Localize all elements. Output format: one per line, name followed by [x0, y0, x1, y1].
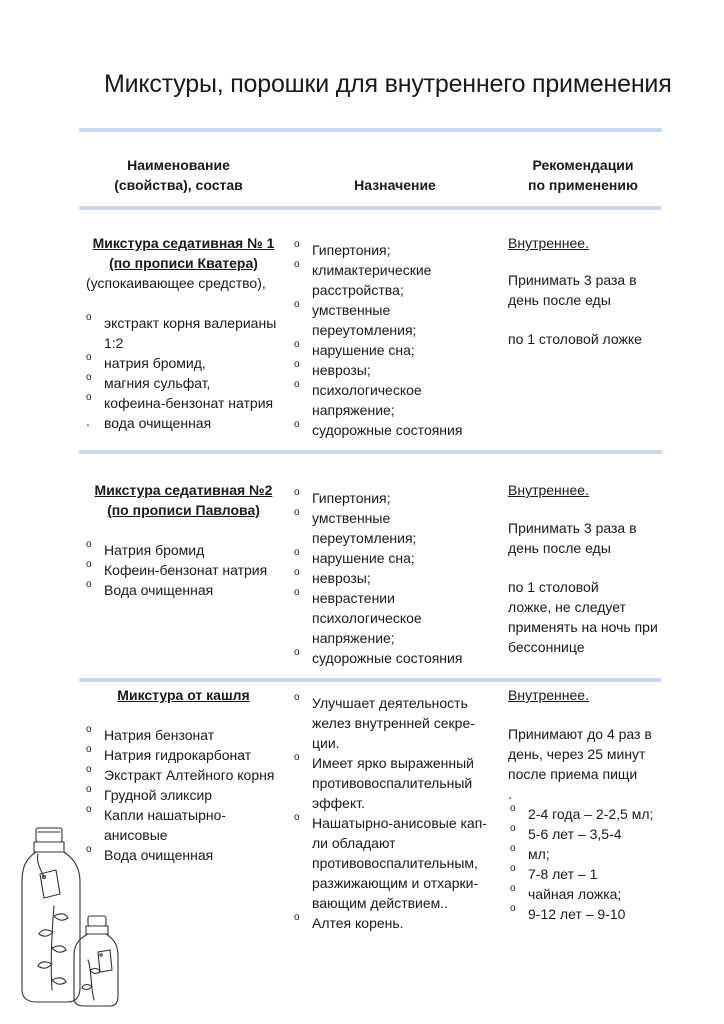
list-item: . вода очищенная	[86, 413, 281, 433]
list-item: o Натрия бромид	[86, 540, 281, 560]
row2-ingredients	[86, 540, 281, 600]
row1-rec-line: день после еды	[508, 292, 611, 308]
list-item: o 5-6 лет – 3,5-4	[510, 824, 673, 844]
list-item: o Имеет ярко выраженный противовоспалительный эффект.	[294, 753, 487, 813]
row3-rec-line: Принимают до 4 раз в	[508, 726, 652, 742]
list-item: o мл;	[510, 844, 673, 864]
header-bottom-rule	[79, 206, 662, 210]
row2-rec-line: день после еды	[508, 540, 611, 556]
list-item: o кофеина-бензонат натрия	[86, 393, 281, 413]
row2-rec-line: применять на ночь при	[508, 619, 658, 635]
row3-rec-line: после приема пищи	[508, 766, 638, 782]
row1-route: Внутреннее.	[508, 235, 589, 251]
list-item: o магния сульфат,	[86, 373, 281, 393]
row3-doses	[510, 804, 673, 924]
list-item: o неврозы;	[294, 568, 484, 588]
list-item: o экстракт корня валерианы 1:2	[86, 313, 281, 353]
list-item: o Грудной эликсир	[86, 785, 281, 805]
list-item: o Алтея корень.	[294, 913, 484, 933]
row1-subtitle: (успокаивающее средство),	[86, 275, 266, 291]
row2-purpose	[294, 488, 484, 668]
row3-rec-line: день, через 25 минут	[508, 746, 646, 762]
row2-divider	[79, 678, 662, 682]
row2-route: Внутреннее.	[508, 482, 589, 498]
row3-route: Внутреннее.	[508, 687, 589, 703]
list-item: o чайная ложка;	[510, 884, 673, 904]
row1-ingredients	[86, 313, 281, 433]
row2-name-line1: Микстура седативная №2	[94, 482, 273, 498]
list-item: o Гипертония;	[294, 488, 484, 508]
list-item: o Натрия бензонат	[86, 725, 281, 745]
list-item: o психологическое напряжение;	[294, 380, 484, 420]
row1-purpose-cell	[294, 240, 484, 440]
list-item: o неврозы;	[294, 360, 484, 380]
row2-name-line2: (по прописи Павлова)	[107, 502, 260, 518]
list-item: o 7-8 лет – 1	[510, 864, 673, 884]
row1-rec-line: по 1 столовой ложке	[508, 331, 642, 347]
list-item: o нарушение сна;	[294, 340, 484, 360]
list-item: o Улучшает деятельность желез внутренней секре-ции.	[294, 693, 484, 753]
list-item: o 2-4 года – 2-2,5 мл;	[510, 804, 673, 824]
list-item: o неврастении психологическое напряжение;	[294, 588, 442, 648]
list-item: o судорожные состояния	[294, 420, 484, 440]
header-name: Наименование (свойства), состав	[114, 157, 243, 193]
header-top-rule	[79, 128, 662, 132]
row2-rec-line: по 1 столовой	[508, 579, 599, 595]
row3-rec-line: .	[508, 786, 512, 802]
bottles-illustration	[14, 820, 134, 1010]
list-item: o Вода очищенная	[86, 580, 281, 600]
list-item: o умственные переутомления;	[294, 300, 484, 340]
row2-rec-cell	[508, 480, 673, 657]
list-item: o Нашатырно-анисовые кап-ли обладают противовоспалительным, разжижающим и отхарки-вающим действием..	[294, 813, 487, 913]
row2-name-cell	[86, 480, 281, 600]
list-item: o умственные переутомления;	[294, 508, 484, 548]
list-item: o нарушение сна;	[294, 548, 484, 568]
row1-divider	[79, 450, 662, 454]
row2-purpose-cell	[294, 488, 484, 668]
row2-rec-line: ложке, не следует	[508, 599, 626, 615]
header-recommendations: Рекомендации по применению	[528, 157, 638, 193]
list-item: o судорожные состояния	[294, 648, 484, 668]
list-item: o натрия бромид,	[86, 353, 281, 373]
list-item: o климактерические расстройства;	[294, 260, 484, 300]
row3-name-line1: Микстура от кашля	[117, 687, 250, 703]
row1-rec-cell	[508, 233, 668, 349]
row2-rec-line: бессоннице	[508, 639, 585, 655]
row1-name-line2: (по прописи Кватера)	[109, 255, 258, 271]
row1-name-cell	[86, 233, 281, 433]
row1-rec-line: Принимать 3 раза в	[508, 272, 637, 288]
row3-purpose-cell	[294, 693, 487, 933]
row1-purpose	[294, 240, 484, 440]
list-item: o Вода очищенная	[86, 845, 281, 865]
row2-rec-line: Принимать 3 раза в	[508, 520, 637, 536]
row1-name-line1: Микстура седативная № 1	[92, 235, 275, 251]
header-purpose: Назначение	[354, 177, 436, 193]
page-title: Микстуры, порошки для внутреннего применения	[104, 70, 672, 98]
list-item: o Экстракт Алтейного корня	[86, 765, 281, 785]
list-item: o Натрия гидрокарбонат	[86, 745, 281, 765]
list-item: o 9-12 лет – 9-10	[510, 904, 673, 924]
list-item: o Кофеин-бензонат натрия	[86, 560, 281, 580]
list-item: o Гипертония;	[294, 240, 484, 260]
row3-rec-cell	[508, 685, 673, 924]
list-item: o Капли нашатырно-анисовые	[86, 805, 234, 845]
row3-purpose	[294, 693, 487, 933]
